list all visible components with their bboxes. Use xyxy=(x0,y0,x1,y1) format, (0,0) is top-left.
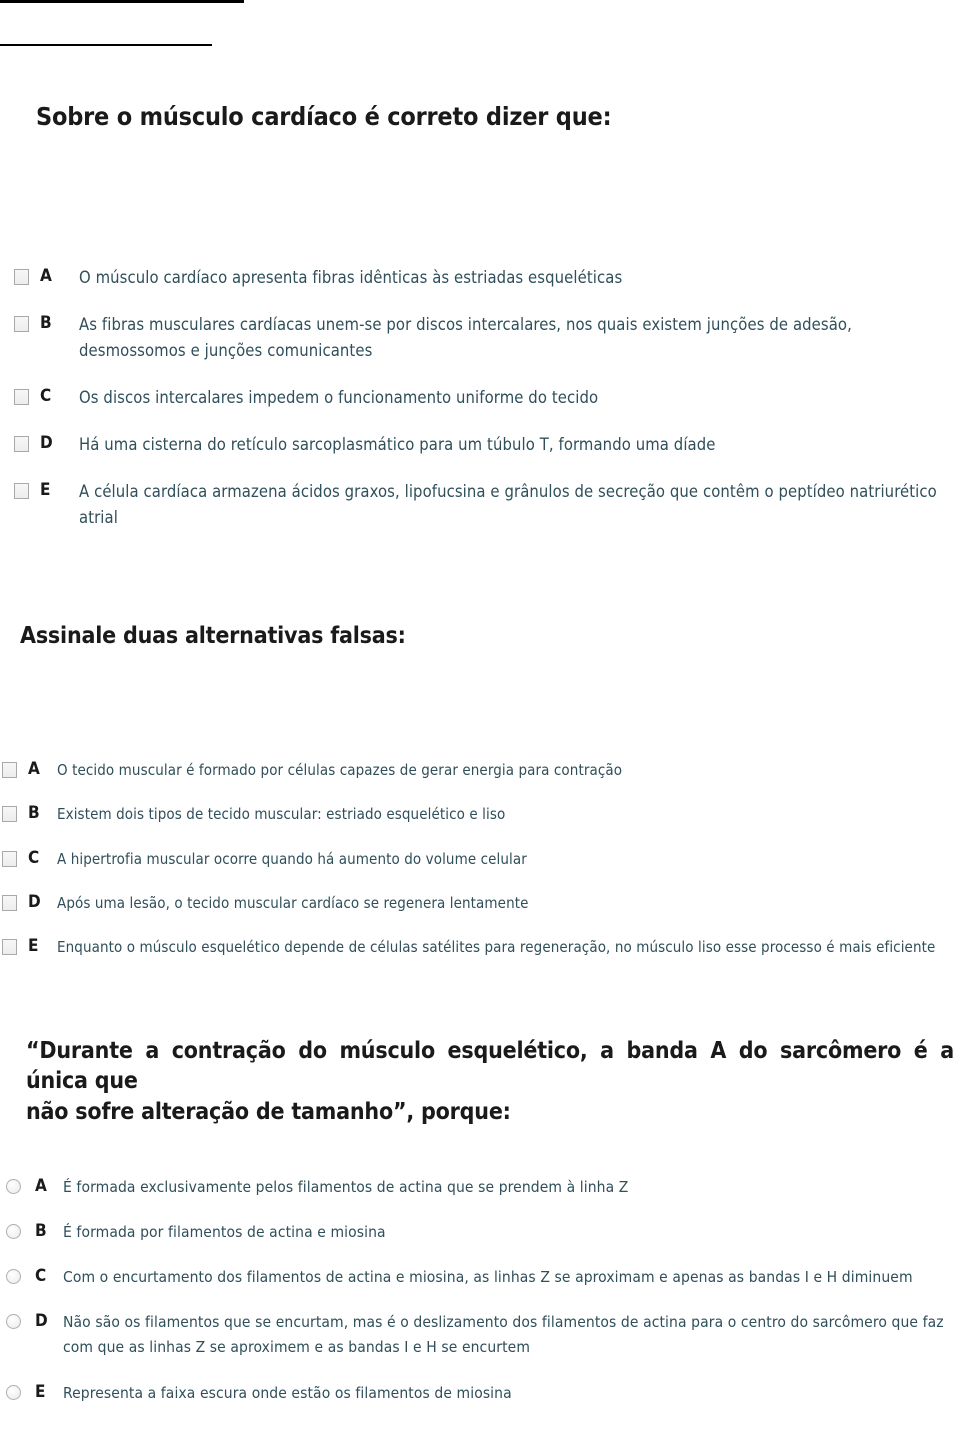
option-text: O tecido muscular é formado por células capazes de gerar energia para contração xyxy=(57,761,623,779)
option-letter: A xyxy=(35,1176,47,1196)
option-text: É formada exclusivamente pelos filamentos de actina que se prendem à linha Z xyxy=(63,1178,629,1196)
option-text: Existem dois tipos de tecido muscular: estriado esquelético e liso xyxy=(57,805,506,824)
radio-button-icon[interactable] xyxy=(6,1314,21,1329)
option-row[interactable] xyxy=(2,802,947,826)
option-text: A hipertrofia muscular ocorre quando há aumento do volume celular xyxy=(57,849,527,868)
checkbox-icon[interactable] xyxy=(14,316,29,332)
radio-button-icon[interactable] xyxy=(6,1269,21,1284)
option-text: Não são os filamentos que se encurtam, mas é o deslizamento dos filamentos de actina para o centro do sarcômero que faz com que as linhas Z se aproximem e as bandas I e H se encurtem xyxy=(63,1313,944,1357)
option-letter: D xyxy=(40,432,53,453)
checkbox-icon[interactable] xyxy=(2,806,17,822)
option-row[interactable] xyxy=(6,1265,951,1290)
option-row[interactable] xyxy=(2,758,947,782)
option-letter: B xyxy=(28,803,40,824)
option-row[interactable] xyxy=(6,1310,951,1360)
checkbox-icon[interactable] xyxy=(2,939,17,955)
option-letter: E xyxy=(40,479,51,500)
question-3-heading-line-1: “Durante a contração do músculo esquelético, a banda A do sarcômero é a única que xyxy=(26,1038,954,1095)
option-letter: E xyxy=(28,936,39,957)
question-1-heading: Sobre o músculo cardíaco é correto dizer que: xyxy=(36,102,612,131)
checkbox-icon[interactable] xyxy=(14,483,29,499)
option-letter: C xyxy=(40,386,52,407)
top-rule-long xyxy=(0,0,244,3)
option-row[interactable] xyxy=(6,1381,951,1406)
option-row[interactable] xyxy=(14,479,944,532)
question-3-options xyxy=(6,1175,951,1426)
option-text: Os discos intercalares impedem o funcionamento uniforme do tecido xyxy=(79,388,599,408)
checkbox-icon[interactable] xyxy=(2,895,17,911)
option-text: Há uma cisterna do retículo sarcoplasmático para um túbulo T, formando uma díade xyxy=(79,434,716,454)
option-row[interactable] xyxy=(14,312,944,365)
option-row[interactable] xyxy=(14,432,944,459)
option-row[interactable] xyxy=(14,265,944,292)
option-letter: A xyxy=(28,759,40,779)
option-letter: D xyxy=(35,1311,48,1332)
option-text: É formada por filamentos de actina e miosina xyxy=(63,1223,386,1242)
option-letter: C xyxy=(35,1266,47,1287)
option-text: A célula cardíaca armazena ácidos graxos, lipofucsina e grânulos de secreção que contêm o peptídeo natriurético atrial xyxy=(79,481,937,528)
checkbox-icon[interactable] xyxy=(14,389,29,405)
radio-button-icon[interactable] xyxy=(6,1385,21,1400)
option-text: Após uma lesão, o tecido muscular cardíaco se regenera lentamente xyxy=(57,893,529,912)
option-letter: D xyxy=(28,891,41,912)
option-row[interactable] xyxy=(6,1220,951,1245)
option-text: As fibras musculares cardíacas unem-se por discos intercalares, nos quais existem junções de adesão, desmossomos e junções comunicantes xyxy=(79,314,852,361)
question-2-heading: Assinale duas alternativas falsas: xyxy=(20,623,406,649)
option-text: O músculo cardíaco apresenta fibras idênticas às estriadas esqueléticas xyxy=(79,268,623,287)
option-row[interactable] xyxy=(2,935,947,959)
option-letter: B xyxy=(40,312,52,333)
option-letter: E xyxy=(35,1381,46,1402)
checkbox-icon[interactable] xyxy=(14,269,29,285)
checkbox-icon[interactable] xyxy=(14,436,29,452)
radio-button-icon[interactable] xyxy=(6,1179,21,1194)
question-1-options xyxy=(14,265,944,552)
option-row[interactable] xyxy=(6,1175,951,1200)
question-3-heading xyxy=(26,1036,954,1127)
option-letter: A xyxy=(40,266,52,286)
top-rule-short xyxy=(0,44,212,46)
checkbox-icon[interactable] xyxy=(2,851,17,867)
option-text: Representa a faixa escura onde estão os filamentos de miosina xyxy=(63,1383,512,1402)
option-letter: C xyxy=(28,847,40,868)
option-row[interactable] xyxy=(14,385,944,412)
question-3-heading-line-2: não sofre alteração de tamanho”, porque: xyxy=(26,1098,511,1125)
option-text: Com o encurtamento dos filamentos de actina e miosina, as linhas Z se aproximam e apenas as bandas I e H diminuem xyxy=(63,1268,913,1287)
option-row[interactable] xyxy=(2,847,947,871)
checkbox-icon[interactable] xyxy=(2,762,17,778)
option-letter: B xyxy=(35,1221,47,1242)
radio-button-icon[interactable] xyxy=(6,1224,21,1239)
question-2-options xyxy=(2,758,947,979)
option-text: Enquanto o músculo esquelético depende de células satélites para regeneração, no músculo liso esse processo é mais eficiente xyxy=(57,938,936,957)
option-row[interactable] xyxy=(2,891,947,915)
